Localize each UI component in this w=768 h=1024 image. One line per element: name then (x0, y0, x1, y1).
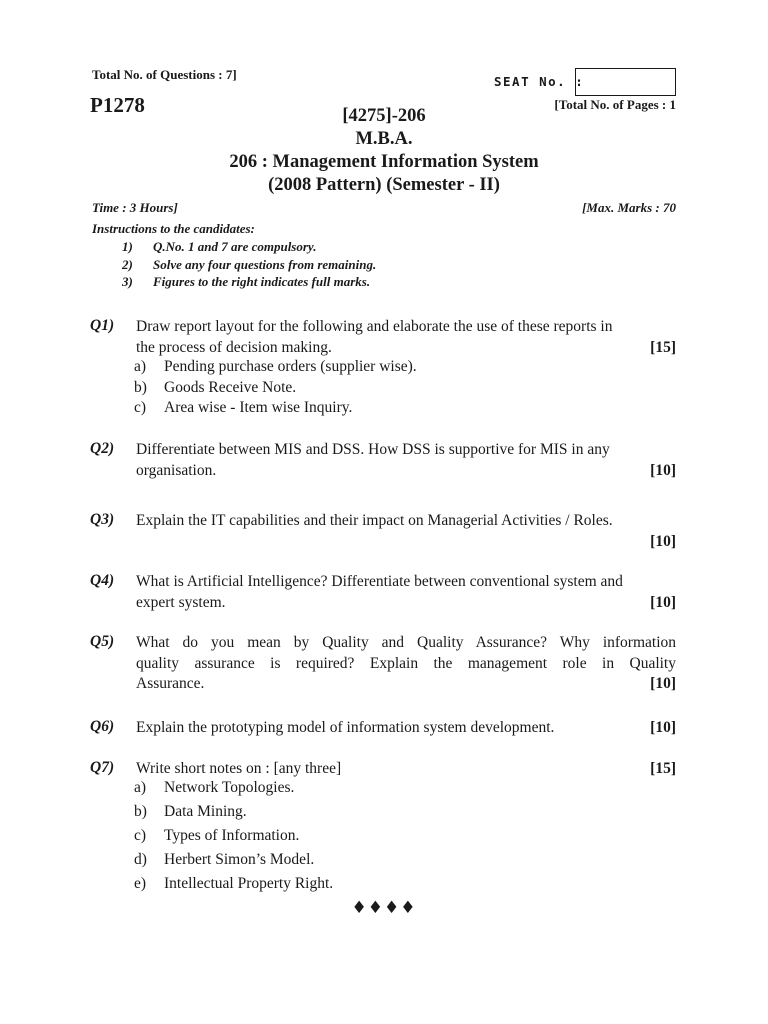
sub-item: b) Data Mining. (134, 803, 247, 820)
end-mark: ♦♦♦♦ (351, 898, 417, 918)
question-q1 (136, 317, 676, 358)
instructions-heading: Instructions to the candidates: (92, 221, 255, 236)
question-label-q1: Q1) (90, 317, 115, 334)
marks-badge: [10] (650, 719, 676, 736)
marks-badge: [15] (650, 760, 676, 777)
instruction-item: 2) Solve any four questions from remaining. (122, 257, 377, 272)
question-text: What do you mean by Quality and Quality Assurance? Why information (136, 634, 676, 651)
marks-badge: [10] (650, 675, 676, 692)
subject-title: 206 : Management Information System (229, 152, 539, 172)
marks-badge: [10] (650, 532, 676, 550)
marks-badge: [15] (650, 338, 676, 356)
question-q4 (136, 572, 676, 613)
exam-code: [4275]-206 (342, 106, 426, 126)
question-text: Draw report layout for the following and elaborate the use of these reports in (136, 318, 613, 335)
question-label-q3: Q3) (90, 511, 115, 528)
question-q2 (136, 440, 676, 481)
question-text: Assurance. (136, 675, 205, 692)
question-text: expert system. (136, 593, 226, 611)
sub-item: a) Network Topologies. (134, 779, 295, 796)
seat-number-box (575, 68, 676, 96)
paper-code: P1278 (90, 93, 145, 117)
question-q5 (136, 633, 676, 695)
total-pages: [Total No. of Pages : 1 (554, 97, 676, 112)
time-marks-row (92, 200, 676, 216)
question-text: the process of decision making. (136, 338, 332, 356)
seat-number-label: SEAT No. : (494, 74, 585, 89)
question-q7 (136, 759, 676, 780)
sub-item: e) Intellectual Property Right. (134, 875, 334, 892)
question-label-q4: Q4) (90, 572, 115, 589)
question-text: quality assurance is required? Explain the management role in Quality (136, 654, 676, 672)
sub-item: d) Herbert Simon’s Model. (134, 851, 315, 868)
question-label-q2: Q2) (90, 440, 115, 457)
question-text: What is Artificial Intelligence? Differentiate between conventional system and (136, 573, 623, 590)
question-text: Explain the IT capabilities and their impact on Managerial Activities / Roles. (136, 512, 613, 529)
sub-item: c) Area wise - Item wise Inquiry. (134, 399, 353, 416)
total-questions: Total No. of Questions : 7] (92, 67, 237, 82)
instruction-item: 1) Q.No. 1 and 7 are compulsory. (122, 239, 317, 254)
pattern-title: (2008 Pattern) (Semester - II) (268, 175, 500, 195)
sub-item: c) Types of Information. (134, 827, 300, 844)
question-q3 (136, 511, 676, 552)
marks-badge: [10] (650, 593, 676, 611)
question-label-q5: Q5) (90, 633, 115, 650)
question-label-q6: Q6) (90, 718, 115, 735)
question-label-q7: Q7) (90, 759, 115, 776)
time-label: Time : 3 Hours] (92, 200, 178, 215)
degree-title: M.B.A. (355, 129, 413, 149)
question-q6 (136, 718, 676, 739)
marks-badge: [10] (650, 461, 676, 479)
sub-item: a) Pending purchase orders (supplier wise). (134, 358, 417, 375)
question-text: organisation. (136, 461, 217, 479)
question-text: Write short notes on : [any three] (136, 760, 342, 777)
max-marks-label: [Max. Marks : 70 (582, 200, 676, 215)
instruction-item: 3) Figures to the right indicates full marks. (122, 274, 371, 289)
sub-item: b) Goods Receive Note. (134, 379, 297, 396)
question-text: Differentiate between MIS and DSS. How DSS is supportive for MIS in any (136, 441, 610, 458)
question-text: Explain the prototyping model of information system development. (136, 719, 555, 736)
